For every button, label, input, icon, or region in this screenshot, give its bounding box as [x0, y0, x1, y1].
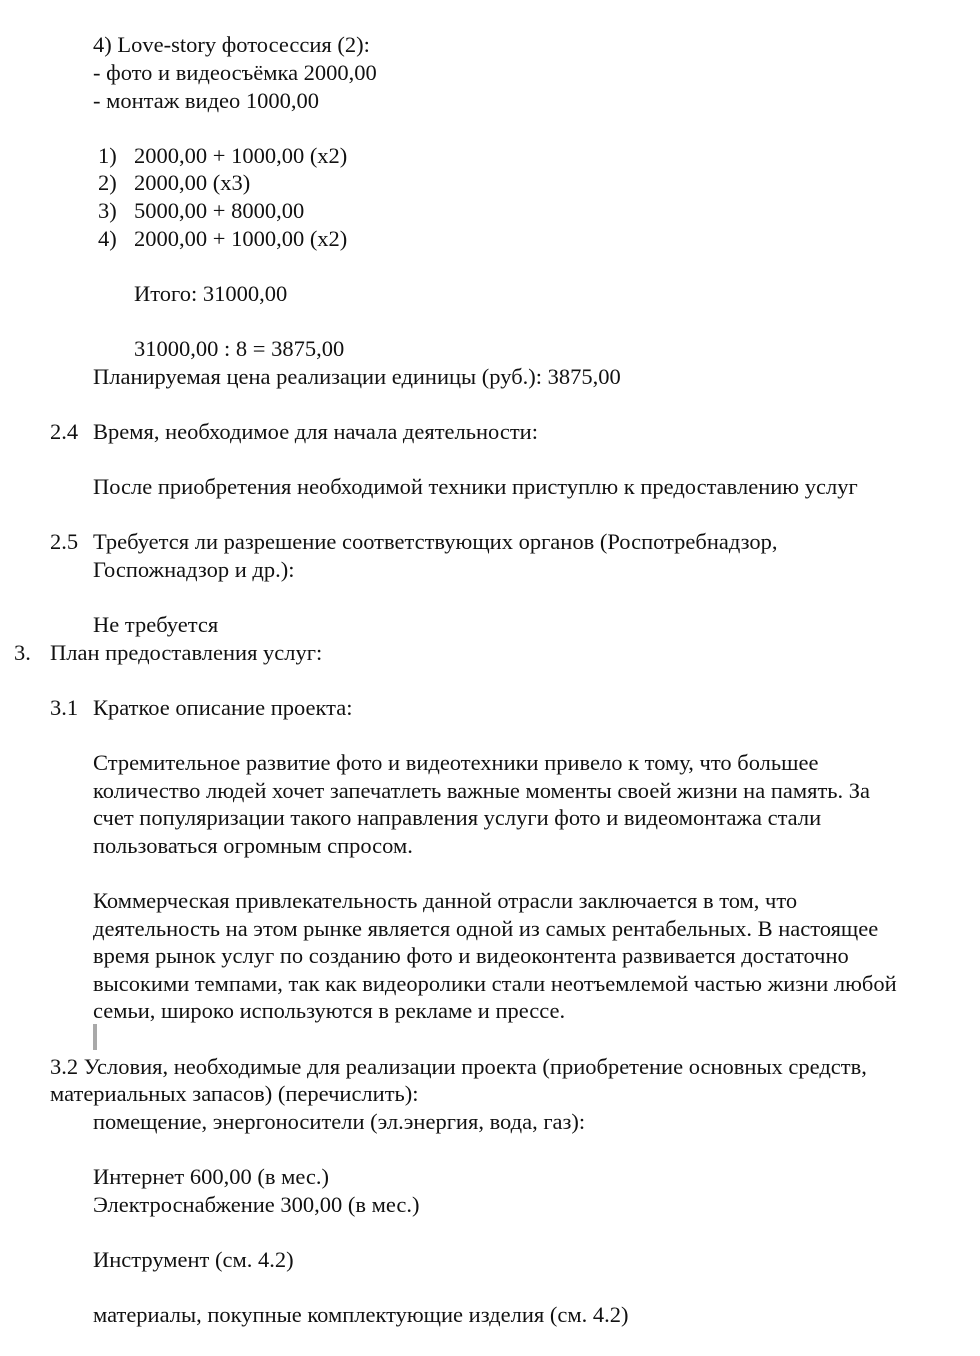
section-answer: После приобретения необходимой техники приступлю к предоставлению услуг: [93, 474, 858, 499]
electricity-cost-line: Электроснабжение 300,00 (в мес.): [93, 1192, 420, 1217]
materials-line: материалы, покупные комплектующие изделия (см. 4.2): [93, 1302, 629, 1327]
premises-line: помещение, энергоносители (эл.энергия, вода, газ):: [93, 1109, 586, 1134]
list-item-number: 3): [98, 198, 117, 223]
division-line: 31000,00 : 8 = 3875,00: [134, 336, 345, 361]
section-number: 2.4: [50, 419, 79, 444]
section-title: Требуется ли разрешение соответствующих органов (Роспотребнадзор,: [93, 529, 778, 554]
tools-line: Инструмент (см. 4.2): [93, 1247, 294, 1272]
total-line: Итого: 31000,00: [134, 281, 288, 306]
section-number: 3.1: [50, 695, 79, 720]
paragraph-line: счет популяризации такого направления услуги фото и видеомонтажа стали: [93, 805, 822, 830]
chapter-number: 3.: [14, 640, 31, 665]
list-item-text: 5000,00 + 8000,00: [134, 198, 305, 223]
section-title: 3.2 Условия, необходимые для реализации проекта (приобретение основных средств,: [50, 1054, 867, 1079]
paragraph-line: Стремительное развитие фото и видеотехники привело к тому, что большее: [93, 750, 819, 775]
internet-cost-line: Интернет 600,00 (в мес.): [93, 1164, 329, 1189]
love-story-heading: 4) Love-story фотосессия (2):: [93, 32, 370, 57]
paragraph-line: количество людей хочет запечатлеть важные моменты своей жизни на память. За: [93, 778, 871, 803]
paragraph-line: пользоваться огромным спросом.: [93, 833, 413, 858]
section-title: Краткое описание проекта:: [93, 695, 353, 720]
list-item-number: 2): [98, 170, 117, 195]
section-answer: Не требуется: [93, 612, 219, 637]
chapter-title: План предоставления услуг:: [50, 640, 323, 665]
paragraph-line: высокими темпами, так как видеоролики стали неотъемлемой частью жизни любой: [93, 971, 897, 996]
list-item-number: 1): [98, 143, 117, 168]
love-story-montage-line: - монтаж видео 1000,00: [93, 88, 320, 113]
section-title: Время, необходимое для начала деятельности:: [93, 419, 538, 444]
text-cursor[interactable]: [93, 1024, 97, 1050]
section-number: 2.5: [50, 529, 79, 554]
list-item-text: 2000,00 + 1000,00 (х2): [134, 143, 348, 168]
paragraph-line: время рынок услуг по созданию фото и видеоконтента развивается достаточно: [93, 943, 849, 968]
planned-price-line: Планируемая цена реализации единицы (руб.): 3875,00: [93, 364, 621, 389]
list-item-text: 2000,00 (х3): [134, 170, 251, 195]
list-item-text: 2000,00 + 1000,00 (х2): [134, 226, 348, 251]
list-item-number: 4): [98, 226, 117, 251]
paragraph-line: Коммерческая привлекательность данной отрасли заключается в том, что: [93, 888, 798, 913]
section-title-continued: материальных запасов) (перечислить):: [50, 1081, 419, 1106]
paragraph-line: деятельность на этом рынке является одной из самых рентабельных. В настоящее: [93, 916, 879, 941]
paragraph-line: семьи, широко используются в рекламе и прессе.: [93, 998, 566, 1023]
section-title-continued: Госпожнадзор и др.):: [93, 557, 295, 582]
love-story-photo-video-line: - фото и видеосъёмка 2000,00: [93, 60, 377, 85]
